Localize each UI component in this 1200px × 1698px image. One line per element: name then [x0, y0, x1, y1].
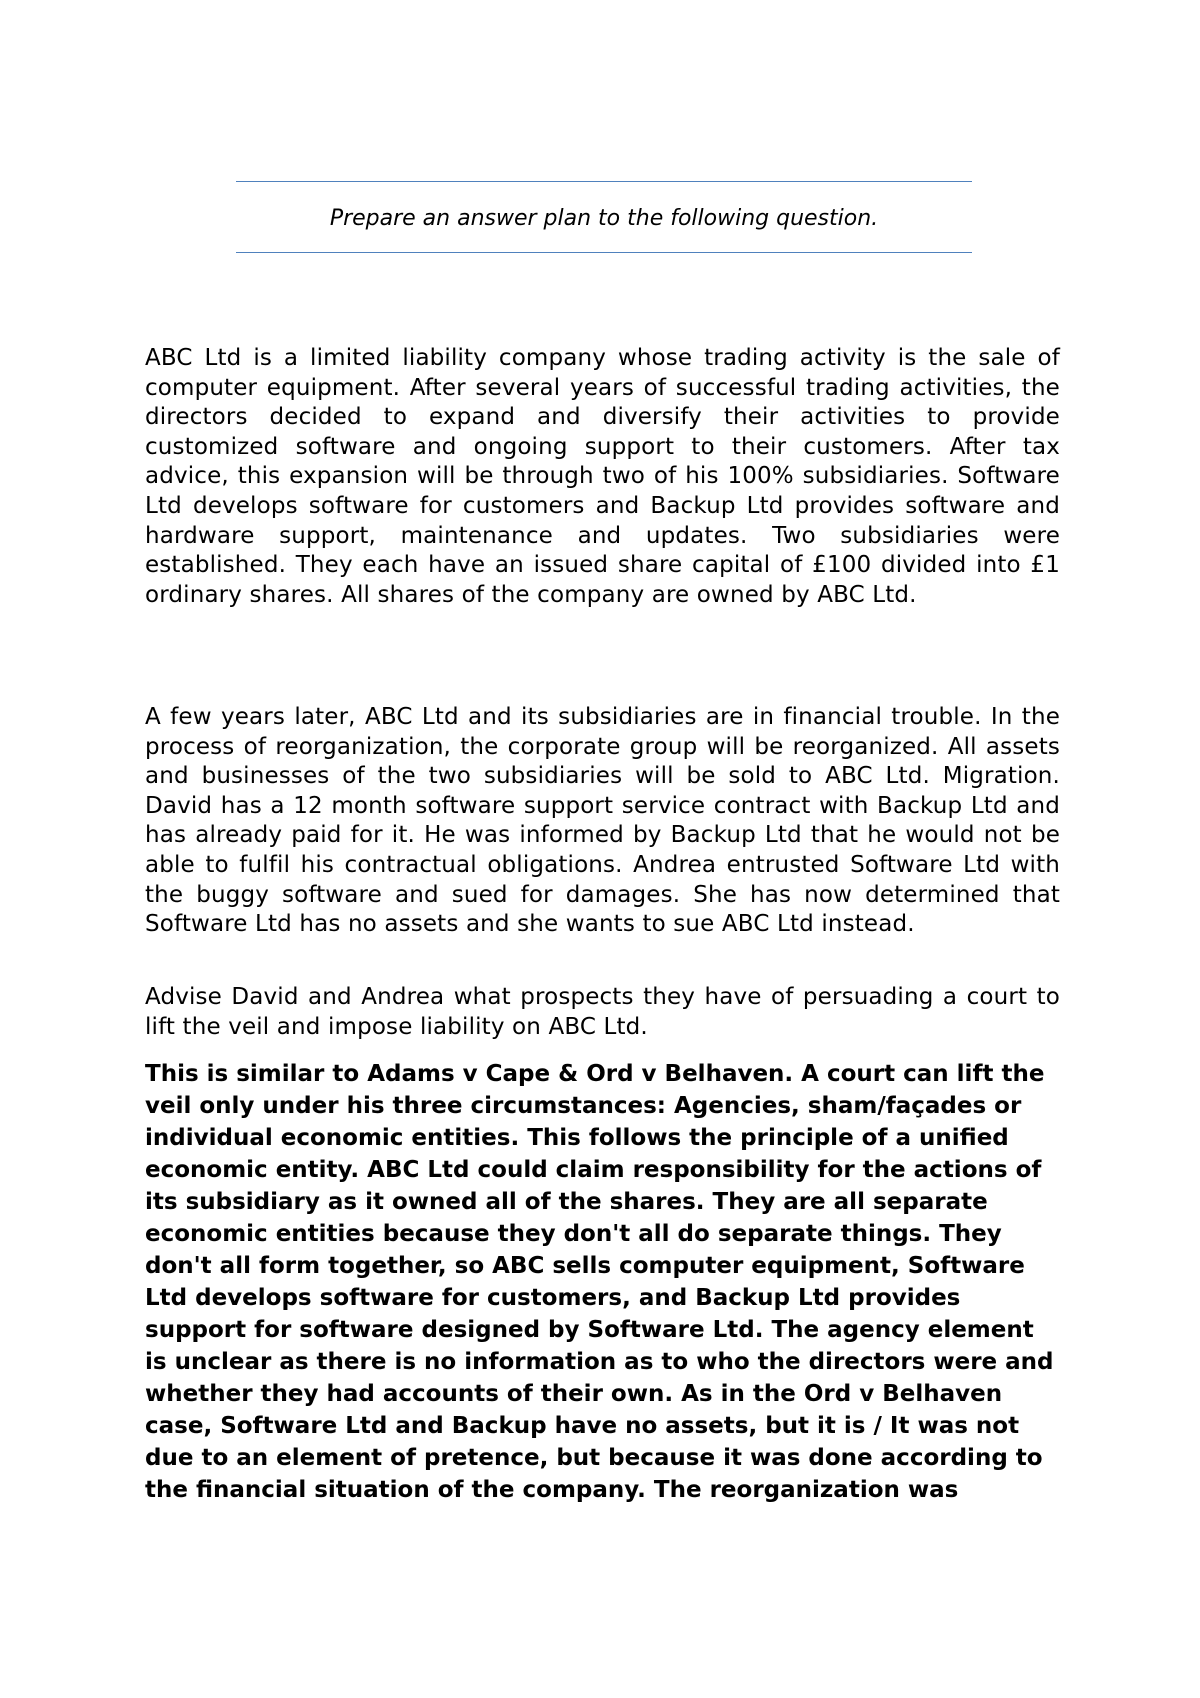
- bottom-divider: [236, 252, 972, 253]
- question-paragraph-1: ABC Ltd is a limited liability company whose trading activity is the sale of computer equipment. After several years of successful trading activities, the directors decided to expand and diversify their activities to provide customized software and ongoing support to their customers. After tax advice, this expansion will be through two of his 100% subsidiaries. Software Ltd develops software for customers and Backup Ltd provides software and hardware support, maintenance and updates. Two subsidiaries were established. They each have an issued share capital of £100 divided into £1 ordinary shares. All shares of the company are owned by ABC Ltd.: [145, 345, 1060, 608]
- answer-paragraph: This is similar to Adams v Cape & Ord v Belhaven. A court can lift the veil only under his three circumstances: Agencies, sham/façades or individual economic entities. This follows the principle of a unified economic entity. ABC Ltd could claim responsibility for the actions of its subsidiary as it owned all of the shares. They are all separate economic entities because they don't all do separate things. They don't all form together, so ABC sells computer equipment, Software Ltd develops software for customers, and Backup Ltd provides support for software designed by Software Ltd. The agency element is unclear as there is no information as to who the directors were and whether they had accounts of their own. As in the Ord v Belhaven case, Software Ltd and Backup have no assets, but it is / It was not due to an element of pretence, but because it was done according to the financial situation of the company. The reorganization was: [145, 1061, 1054, 1503]
- top-divider: [236, 181, 972, 182]
- question-paragraph-2: A few years later, ABC Ltd and its subsidiaries are in financial trouble. In the process of reorganization, the corporate group will be reorganized. All assets and businesses of the two subsidiaries will be sold to ABC Ltd. Migration. David has a 12 month software support service contract with Backup Ltd and has already paid for it. He was informed by Backup Ltd that he would not be able to fulfil his contractual obligations. Andrea entrusted Software Ltd with the buggy software and sued for damages. She has now determined that Software Ltd has no assets and she wants to sue ABC Ltd instead.: [145, 704, 1060, 938]
- question-paragraph-3: Advise David and Andrea what prospects they have of persuading a court to lift the veil and impose liability on ABC Ltd.: [145, 984, 1060, 1040]
- instruction-text: Prepare an answer plan to the following question.: [329, 206, 879, 231]
